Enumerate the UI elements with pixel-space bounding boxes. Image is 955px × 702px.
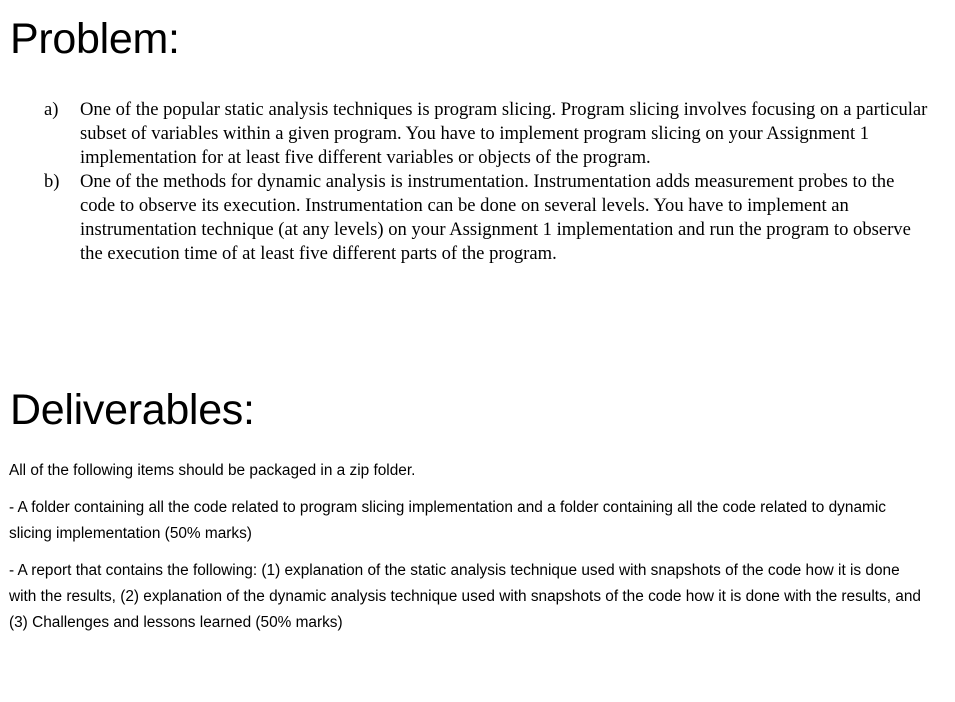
problem-item-a [44,98,934,170]
deliverables-code-folder-paragraph: - A folder containing all the code related to program slicing implementation and a folder containing all the code related to dynamic slicing implementation (50% marks) [9,499,886,542]
problem-item-marker: a) [44,99,59,120]
problem-item-text: One of the popular static analysis techniques is program slicing. Program slicing involves focusing on a particular subset of variables within a given program. You have to implement program slicing on your Assignment 1 implementation for at least five different variables or objects of the program. [80,99,928,168]
deliverables-intro-paragraph: All of the following items should be packaged in a zip folder. [9,462,416,479]
problem-item-text: One of the methods for dynamic analysis is instrumentation. Instrumentation adds measurement probes to the code to observe its execution. Instrumentation can be done on several levels. You have to implement an instrumentation technique (at any levels) on your Assignment 1 implementation and run the program to observe the execution time of at least five different parts of the program. [80,171,911,264]
problem-list [44,98,934,266]
deliverables-heading: Deliverables: [10,386,255,434]
deliverables-body [9,458,929,647]
deliverables-report-paragraph: - A report that contains the following: (1) explanation of the static analysis technique used with snapshots of the code how it is done with the results, (2) explanation of the dynamic analysis technique used with snapshots of the code how it is done with the results, and (3) Challenges and lessons learned (50% marks) [9,562,921,631]
problem-item-marker: b) [44,171,60,192]
problem-item-b [44,170,934,266]
problem-heading: Problem: [10,15,180,63]
